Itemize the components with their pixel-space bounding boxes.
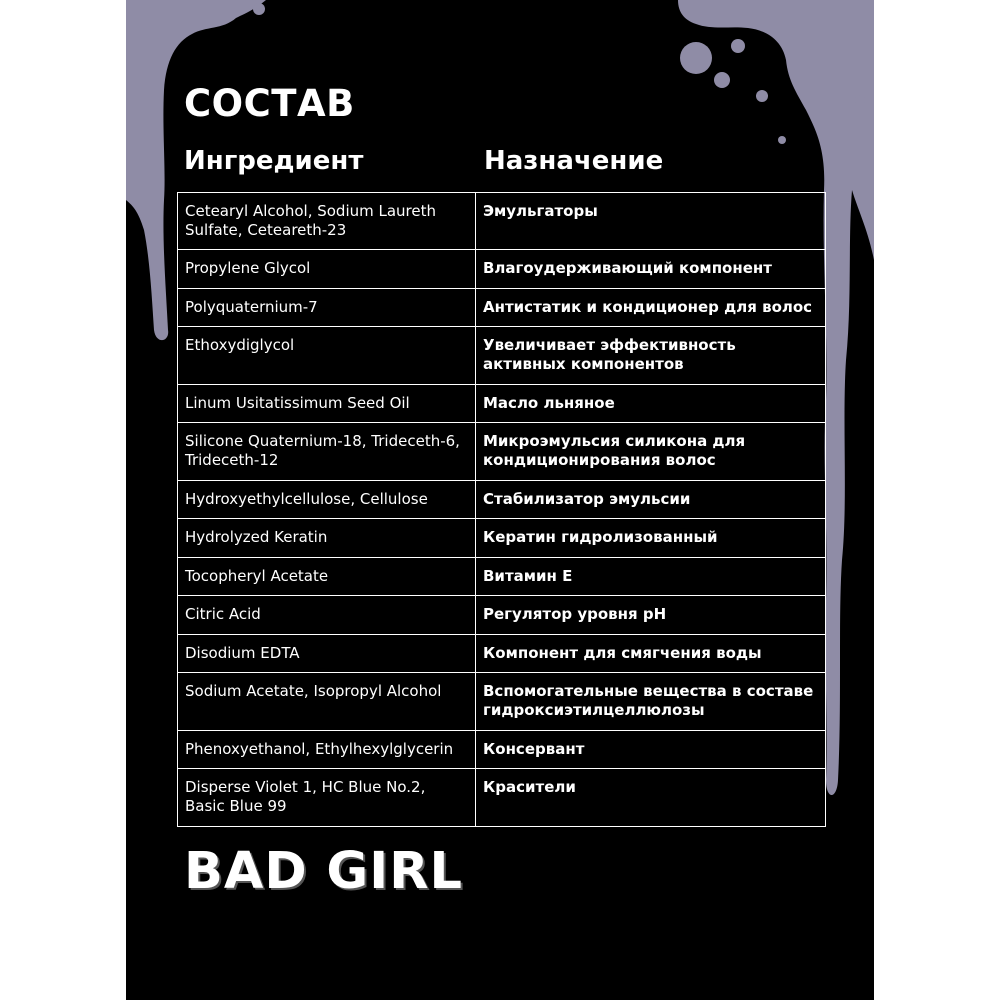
ingredient-cell: Ethoxydiglycol — [178, 327, 476, 385]
ingredient-cell: Disodium EDTA — [178, 635, 476, 673]
product-panel — [126, 0, 874, 1000]
purpose-cell: Эмульгаторы — [476, 193, 826, 250]
purpose-cell: Микроэмульсия силикона для кондиционирования волос — [476, 423, 826, 481]
table-row — [178, 250, 826, 289]
purpose-column-header: Назначение — [484, 146, 664, 176]
brand-logo-text: BAD GIRL — [184, 842, 464, 901]
purpose-cell: Красители — [476, 769, 826, 827]
purpose-cell: Антистатик и кондиционер для волос — [476, 289, 826, 327]
ingredient-cell: Linum Usitatissimum Seed Oil — [178, 385, 476, 423]
purpose-cell: Регулятор уровня pH — [476, 596, 826, 635]
ingredient-cell: Tocopheryl Acetate — [178, 558, 476, 596]
purpose-cell: Масло льняное — [476, 385, 826, 423]
table-row — [178, 673, 826, 731]
purpose-cell: Компонент для смягчения воды — [476, 635, 826, 673]
page-title: СОСТАВ — [184, 82, 355, 125]
purpose-cell: Витамин Е — [476, 558, 826, 596]
ingredient-cell: Silicone Quaternium-18, Trideceth-6, Trideceth-12 — [178, 423, 476, 481]
purpose-cell: Консервант — [476, 731, 826, 769]
table-row — [178, 327, 826, 385]
ingredient-cell: Disperse Violet 1, HC Blue No.2, Basic Blue 99 — [178, 769, 476, 827]
table-row — [178, 558, 826, 596]
ingredient-cell: Hydroxyethylcellulose, Cellulose — [178, 481, 476, 519]
table-row — [178, 731, 826, 769]
table-row — [178, 519, 826, 558]
purpose-cell: Кератин гидролизованный — [476, 519, 826, 558]
ingredient-cell: Hydrolyzed Keratin — [178, 519, 476, 558]
ingredient-cell: Citric Acid — [178, 596, 476, 635]
table-row — [178, 289, 826, 327]
table-row — [178, 423, 826, 481]
ingredient-cell: Sodium Acetate, Isopropyl Alcohol — [178, 673, 476, 731]
purpose-cell: Вспомогательные вещества в составе гидроксиэтилцеллюлозы — [476, 673, 826, 731]
ingredient-column-header: Ингредиент — [184, 146, 364, 176]
ingredient-cell: Phenoxyethanol, Ethylhexylglycerin — [178, 731, 476, 769]
table-row — [178, 385, 826, 423]
table-row — [178, 596, 826, 635]
ingredients-table — [177, 192, 826, 827]
table-row — [178, 481, 826, 519]
ingredient-cell: Polyquaternium-7 — [178, 289, 476, 327]
table-row — [178, 193, 826, 250]
purpose-cell: Стабилизатор эмульсии — [476, 481, 826, 519]
purpose-cell: Увеличивает эффективность активных компонентов — [476, 327, 826, 385]
purpose-cell: Влагоудерживающий компонент — [476, 250, 826, 289]
ingredient-cell: Propylene Glycol — [178, 250, 476, 289]
table-row — [178, 635, 826, 673]
ingredient-cell: Cetearyl Alcohol, Sodium Laureth Sulfate, Ceteareth-23 — [178, 193, 476, 250]
table-row — [178, 769, 826, 827]
